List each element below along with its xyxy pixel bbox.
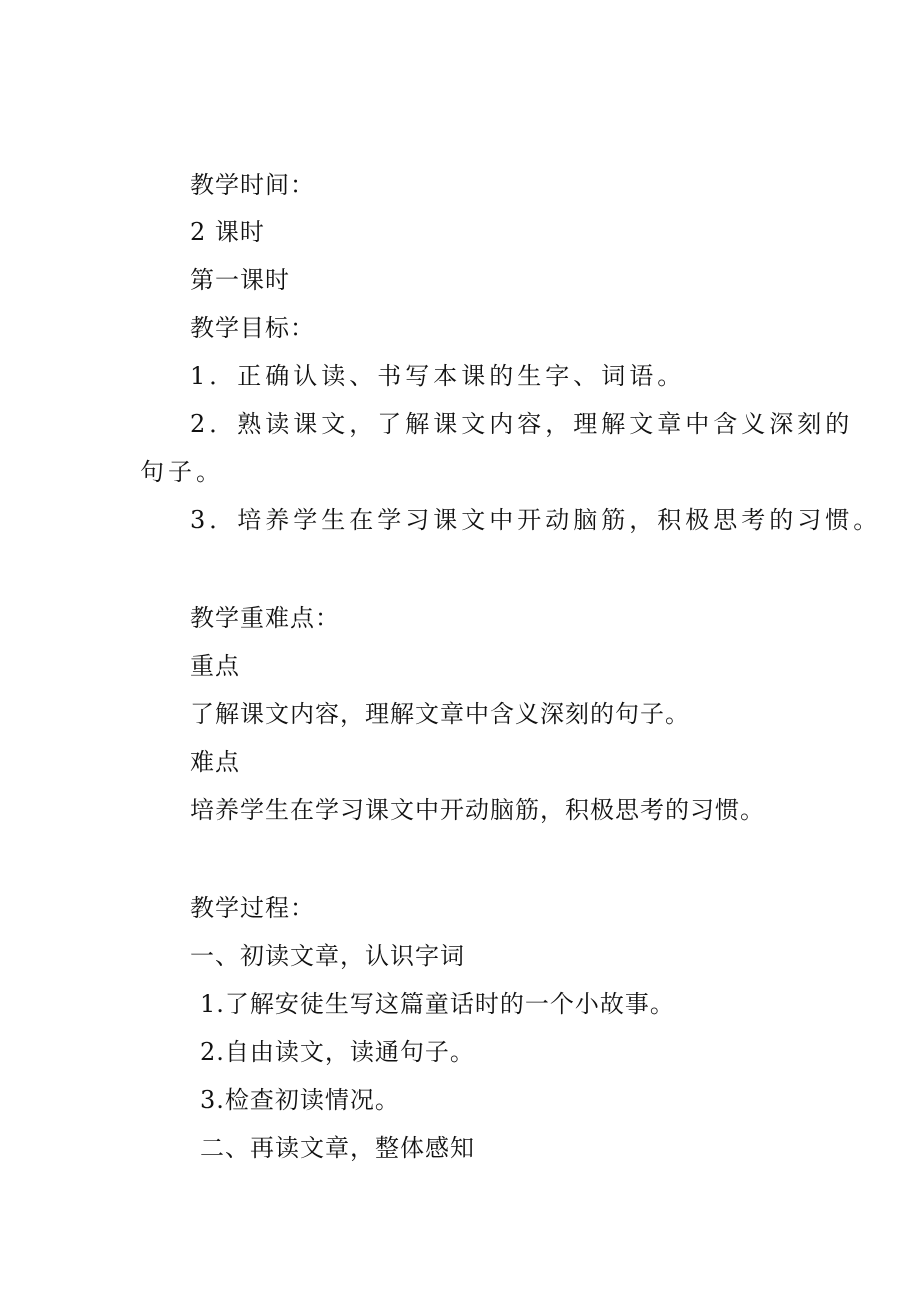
section-one-heading: 一、初读文章，认识字词: [190, 942, 465, 970]
section-one-step: 1.了解安徒生写这篇童话时的一个小故事。: [200, 990, 675, 1018]
difficult-point-text: 培养学生在学习课文中开动脑筋，积极思考的习惯。: [190, 796, 765, 824]
key-point-text: 了解课文内容，理解文章中含义深刻的句子。: [190, 700, 690, 728]
teaching-time-label: 教学时间：: [190, 171, 315, 199]
teaching-time-value: 2 课时: [190, 218, 265, 246]
objectives-label: 教学目标：: [190, 314, 315, 342]
objective-item: 3．培养学生在学习课文中开动脑筋，积极思考的习惯。: [190, 506, 882, 534]
key-point-label: 重点: [190, 652, 240, 680]
objective-item-continuation: 句子。: [140, 458, 224, 486]
section-one-step: 2.自由读文，读通句子。: [200, 1038, 475, 1066]
process-label: 教学过程：: [190, 894, 315, 922]
objective-item: 1．正确认读、书写本课的生字、词语。: [190, 362, 686, 390]
section-two-heading: 二、再读文章，整体感知: [200, 1134, 475, 1162]
section-one-step: 3.检查初读情况。: [200, 1086, 400, 1114]
objective-item: 2．熟读课文，了解课文内容，理解文章中含义深刻的: [190, 410, 854, 438]
first-lesson-heading: 第一课时: [190, 266, 290, 294]
key-difficult-label: 教学重难点：: [190, 604, 340, 632]
difficult-point-label: 难点: [190, 748, 240, 776]
